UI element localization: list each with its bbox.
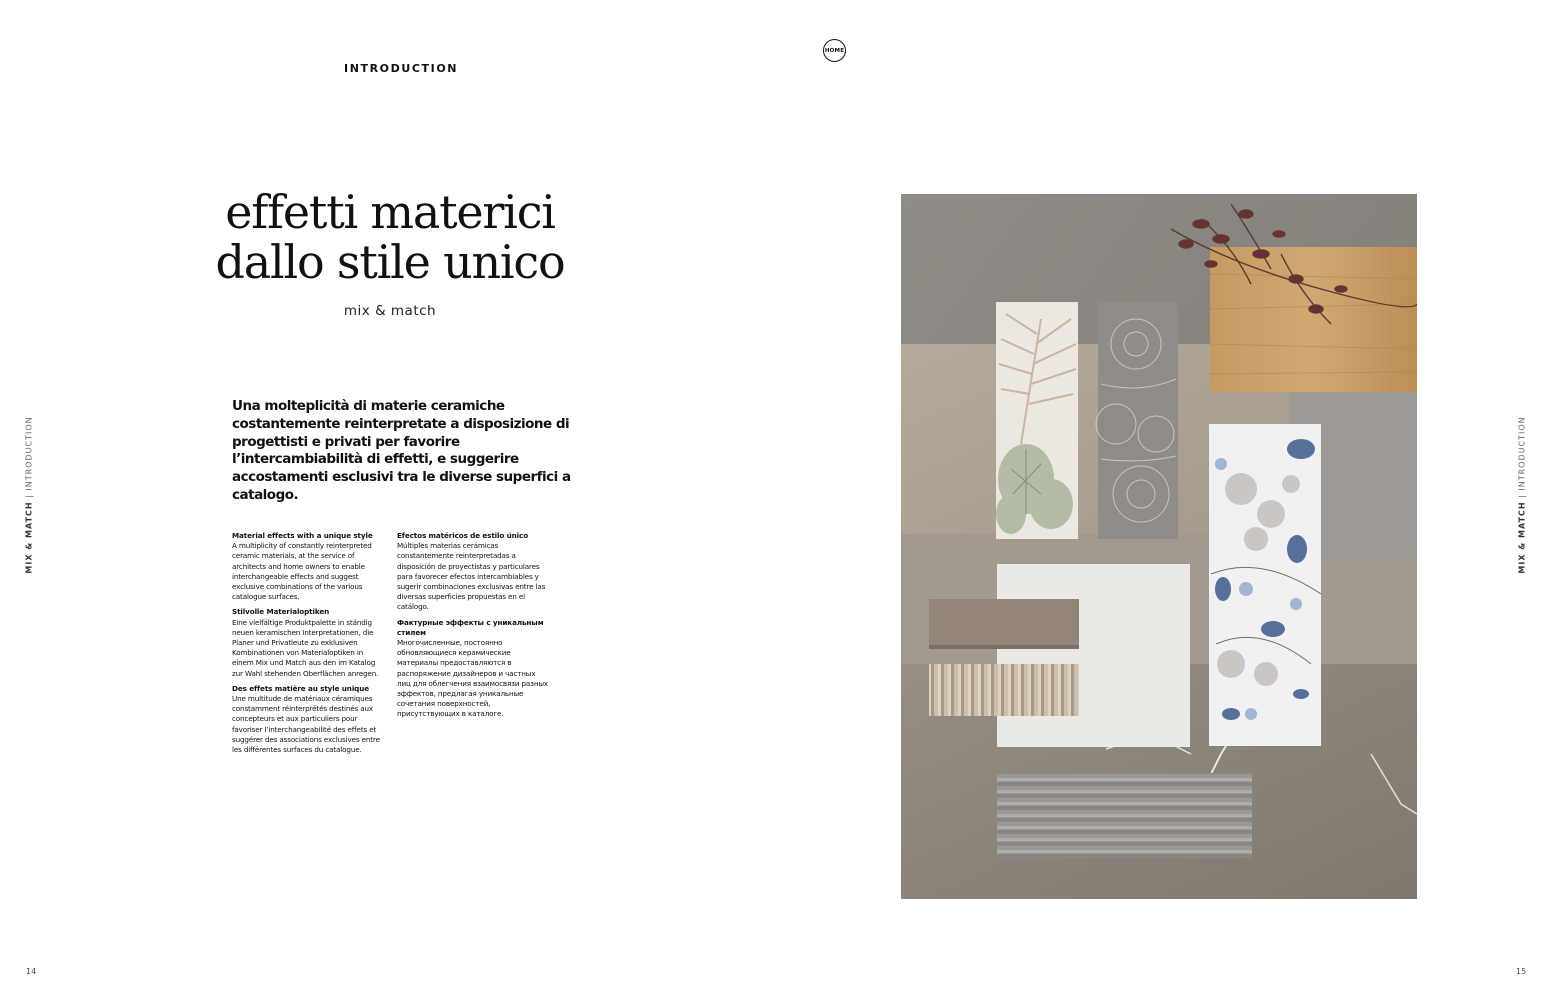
block-heading: Material effects with a unique style — [232, 531, 373, 540]
text-block-de — [232, 607, 384, 678]
page-subtitle: mix & match — [343, 303, 437, 319]
text-block-ru — [397, 618, 549, 720]
block-heading: Des effets matière au style unique — [232, 683, 370, 693]
block-heading: Stilvolle Materialoptiken — [232, 607, 330, 617]
title-line-1: effetti materici — [225, 185, 555, 239]
block-text: Многочисленные, постоянно обновляющиеся керамические материалы предоставляются в распоряжение дизайнеров и частных лиц для облегчения взаимосвязи разных эффектов, предлагая уникальные сочетания поверхностей, присутствующих в каталоге. — [397, 638, 548, 719]
page-number-right: 15 — [1516, 967, 1527, 976]
block-text: Une multitude de matériaux céramiques constamment réinterprétés destinés aux concepteurs et aux particuliers pour favoriser l’interchangeabilité des effets et suggérer des associations exclusives entre les différentes surfaces du catalogue. — [232, 694, 380, 755]
home-button[interactable]: HOME — [823, 39, 846, 62]
block-text: Eine vielfältige Produktpalette in ständig neuen keramischen Interpretationen, die Planer und Privatleute zu exklusiven Kombinationen von Materialoptiken in einem Mix und Match aus den im Katalog zur Wahl stehenden Oberflächen anregen. — [232, 617, 379, 678]
page-number-left: 14 — [26, 967, 37, 976]
text-column-right — [397, 531, 549, 725]
text-column-left — [232, 531, 384, 760]
block-heading: Фактурные эффекты с уникальным стилем — [397, 617, 544, 637]
text-block-en — [232, 531, 384, 602]
side-label-separator: | — [24, 494, 34, 498]
side-label-right — [1518, 416, 1527, 573]
block-heading: Efectos matéricos de estilo único — [397, 531, 529, 540]
product-photo — [901, 194, 1417, 899]
title-line-2: dallo stile unico — [215, 235, 565, 289]
tile-flatlay-image — [901, 194, 1417, 899]
block-text: Múltiples materias cerámicas constantemente reinterpretadas a disposición de proyectistas y particulares para favorecer efectos intercambiables y sugerir combinaciones exclusivas entre las diversas superficies propuestas en el catálogo. — [397, 541, 546, 612]
lead-paragraph: Una molteplicità di materie ceramiche costantemente reinterpretate a disposizione di progettisti e privati per favorire l’intercambiabilità di effetti, e suggerire accostamenti esclusivi tra le diverse superfici a catalogo. — [232, 398, 571, 503]
side-label-thin: INTRODUCTION — [24, 416, 34, 491]
side-label-bold: MIX & MATCH — [1517, 501, 1527, 574]
page-title — [200, 187, 580, 287]
side-label-thin: INTRODUCTION — [1517, 416, 1527, 491]
side-label-bold: MIX & MATCH — [24, 501, 34, 574]
section-label: INTRODUCTION — [344, 62, 459, 75]
text-block-es — [397, 531, 549, 613]
text-block-fr — [232, 684, 384, 755]
side-label-separator: | — [1517, 494, 1527, 498]
block-text: A multiplicity of constantly reinterpreted ceramic materials, at the service of architects and home owners to enable interchangeable effects and suggest exclusive combinations of the various catalogue surfaces. — [232, 541, 372, 602]
side-label-left — [25, 416, 34, 573]
